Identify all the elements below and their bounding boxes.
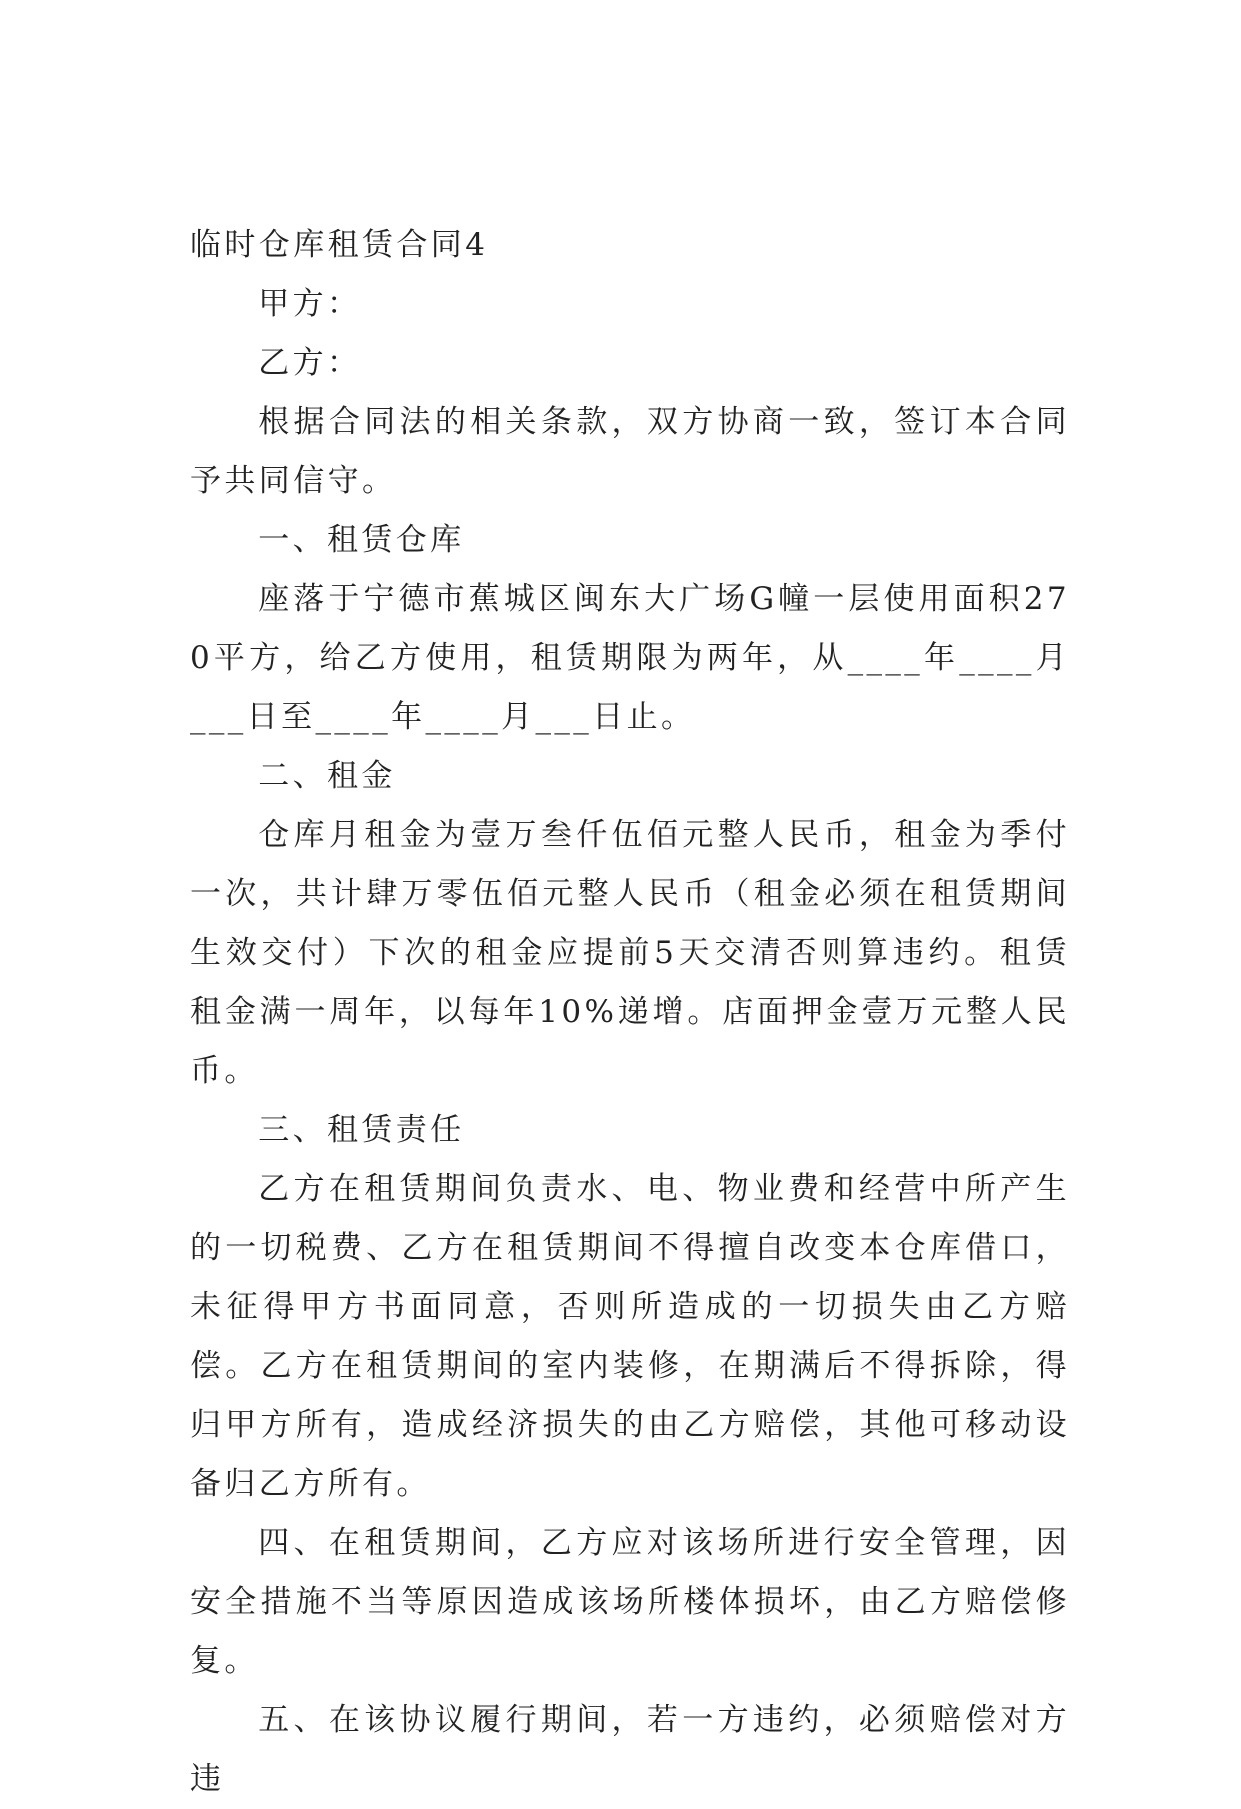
section3-body: 乙方在租赁期间负责水、电、物业费和经营中所产生的一切税费、乙方在租赁期间不得擅自改变本仓库借口，未征得甲方书面同意，否则所造成的一切损失由乙方赔偿。乙方在租赁期间的室内装修，在期满后不得拆除，得归甲方所有，造成经济损失的由乙方赔偿，其他可移动设备归乙方所有。 <box>190 1171 1070 1502</box>
document-body <box>190 216 1070 1809</box>
intro-paragraph: 根据合同法的相关条款，双方协商一致，签订本合同予共同信守。 <box>190 404 1070 499</box>
section4-paragraph: 四、在租赁期间，乙方应对该场所进行安全管理，因安全措施不当等原因造成该场所楼体损坏，由乙方赔偿修复。 <box>190 1525 1070 1679</box>
section5-paragraph: 五、在该协议履行期间，若一方违约，必须赔偿对方违 <box>190 1702 1070 1797</box>
section1-heading: 一、租赁仓库 <box>258 522 465 558</box>
party-b-line: 乙方： <box>258 345 362 381</box>
document-title: 临时仓库租赁合同4 <box>190 227 489 263</box>
party-a-line: 甲方： <box>258 286 362 322</box>
section2-heading: 二、租金 <box>258 758 396 794</box>
section3-heading: 三、租赁责任 <box>258 1112 465 1148</box>
section1-body: 座落于宁德市蕉城区闽东大广场G幢一层使用面积270平方，给乙方使用，租赁期限为两年，从____年____月___日至____年____月___日止。 <box>190 581 1070 735</box>
section2-body: 仓库月租金为壹万叁仟伍佰元整人民币，租金为季付一次，共计肆万零伍佰元整人民币（租金必须在租赁期间生效交付）下次的租金应提前5天交清否则算违约。租赁租金满一周年，以每年10%递增。店面押金壹万元整人民币。 <box>190 817 1070 1089</box>
